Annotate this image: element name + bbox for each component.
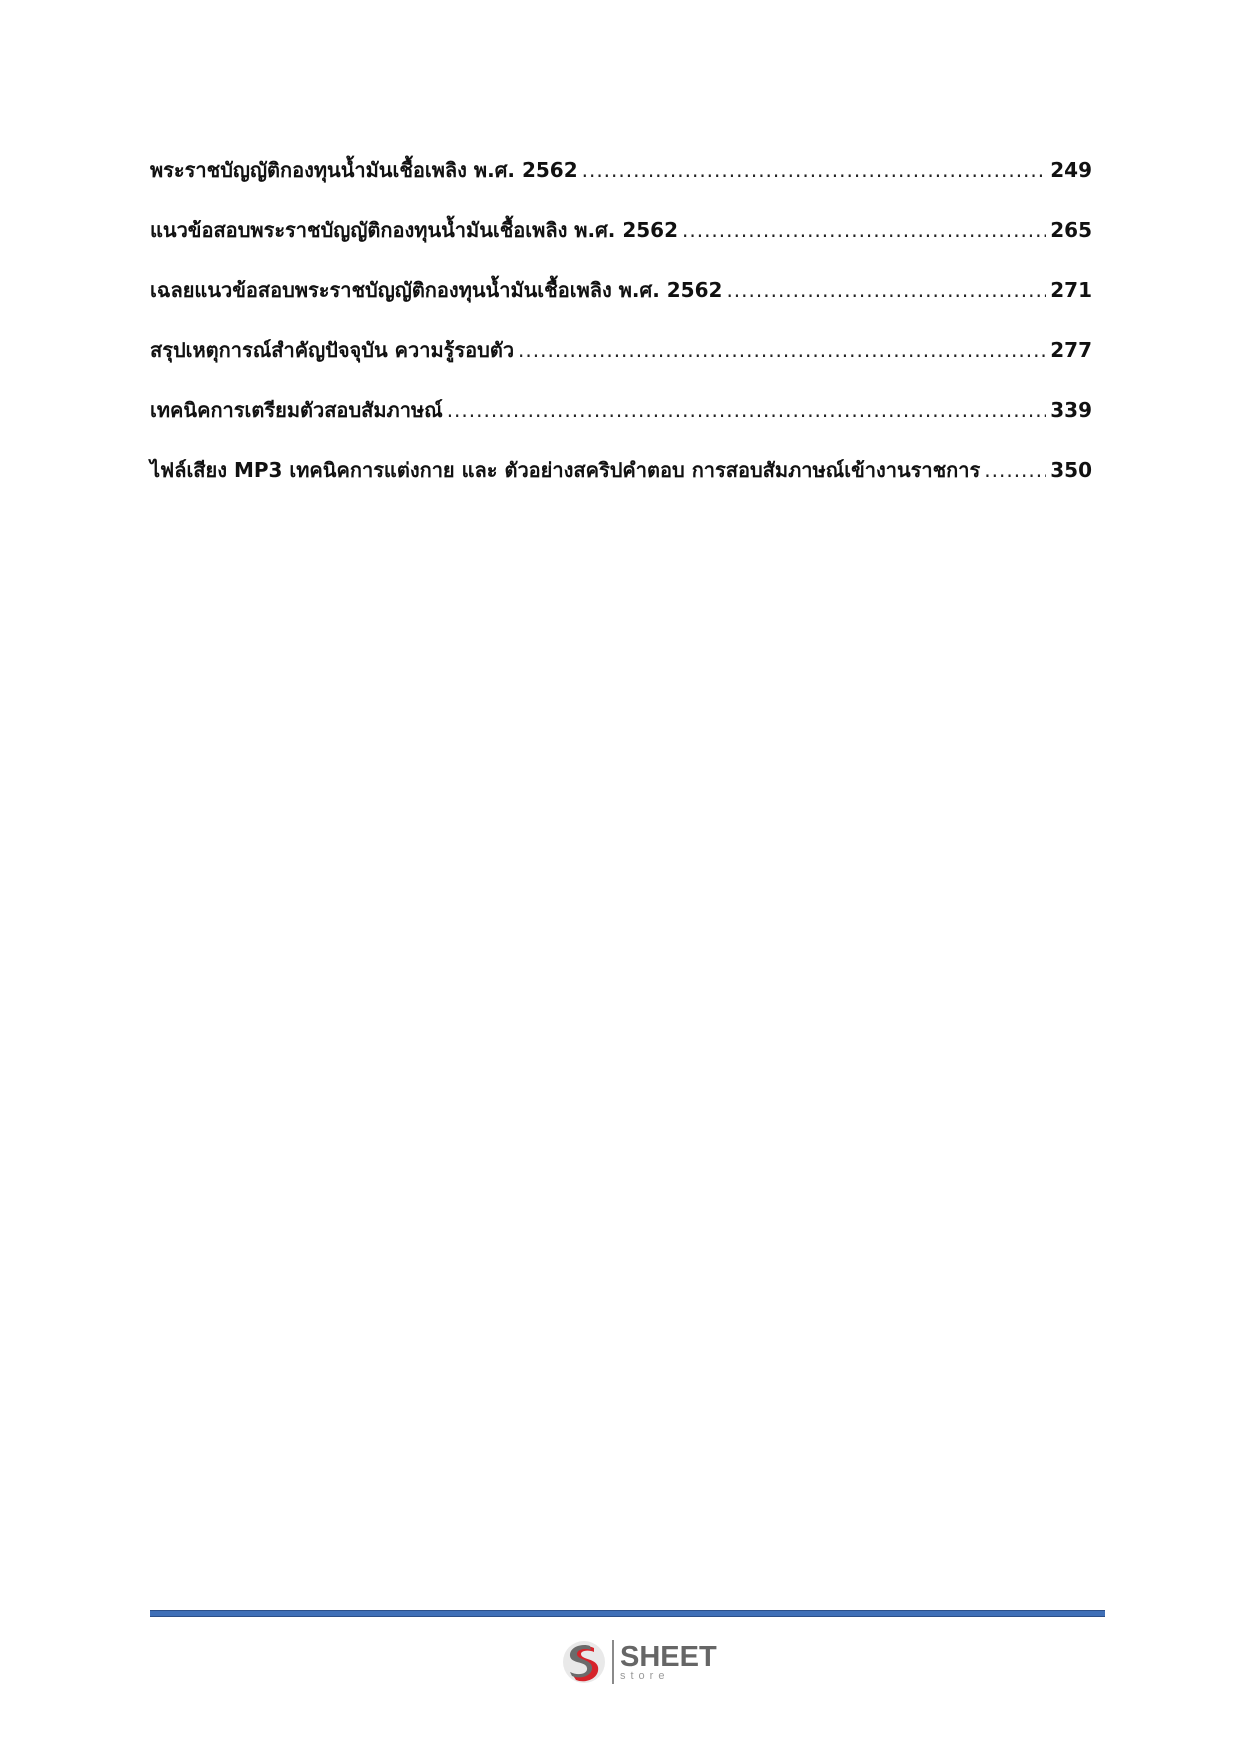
- toc-entry-title: แนวข้อสอบพระราชบัญญัติกองทุนน้ำมันเชื้อเพลิง พ.ศ. 2562: [150, 218, 678, 242]
- sheet-store-s-logo-icon: [560, 1638, 608, 1686]
- sheet-store-logo: [560, 1636, 735, 1688]
- dot-leader: [518, 333, 1046, 367]
- dot-leader: [582, 153, 1047, 187]
- toc-entry-title: เฉลยแนวข้อสอบพระราชบัญญัติกองทุนน้ำมันเชื้อเพลิง พ.ศ. 2562: [150, 278, 723, 302]
- toc-entry[interactable]: [150, 273, 1092, 333]
- toc-entry[interactable]: [150, 333, 1092, 393]
- dot-leader: [726, 273, 1046, 307]
- toc-entry[interactable]: [150, 153, 1092, 213]
- dot-leader: [447, 393, 1047, 427]
- logo-divider: [612, 1640, 614, 1684]
- footer-divider: [150, 1610, 1105, 1617]
- logo-subtitle: store: [620, 1669, 670, 1682]
- table-of-contents: [150, 153, 1092, 513]
- toc-entry-title: พระราชบัญญัติกองทุนน้ำมันเชื้อเพลิง พ.ศ. 2562: [150, 158, 578, 182]
- toc-entry-title: เทคนิคการเตรียมตัวสอบสัมภาษณ์: [150, 398, 443, 422]
- toc-entry-page: 277: [1050, 338, 1092, 362]
- toc-entry[interactable]: [150, 453, 1092, 513]
- toc-entry-page: 271: [1050, 278, 1092, 302]
- logo-word: SHEET: [620, 1640, 717, 1673]
- toc-entry[interactable]: [150, 393, 1092, 453]
- toc-entry-title: สรุปเหตุการณ์สำคัญปัจจุบัน ความรู้รอบตัว: [150, 338, 515, 362]
- dot-leader: [682, 213, 1046, 247]
- toc-entry-page: 265: [1050, 218, 1092, 242]
- dot-leader: [984, 453, 1046, 487]
- toc-entry-page: 249: [1050, 158, 1092, 182]
- toc-entry-page: 339: [1050, 398, 1092, 422]
- toc-entry[interactable]: [150, 213, 1092, 273]
- toc-entry-page: 350: [1050, 458, 1092, 482]
- logo-text: [620, 1640, 717, 1682]
- toc-entry-title: ไฟล์เสียง MP3 เทคนิคการแต่งกาย และ ตัวอย่างสคริปคำตอบ การสอบสัมภาษณ์เข้างานราชการ: [150, 458, 981, 482]
